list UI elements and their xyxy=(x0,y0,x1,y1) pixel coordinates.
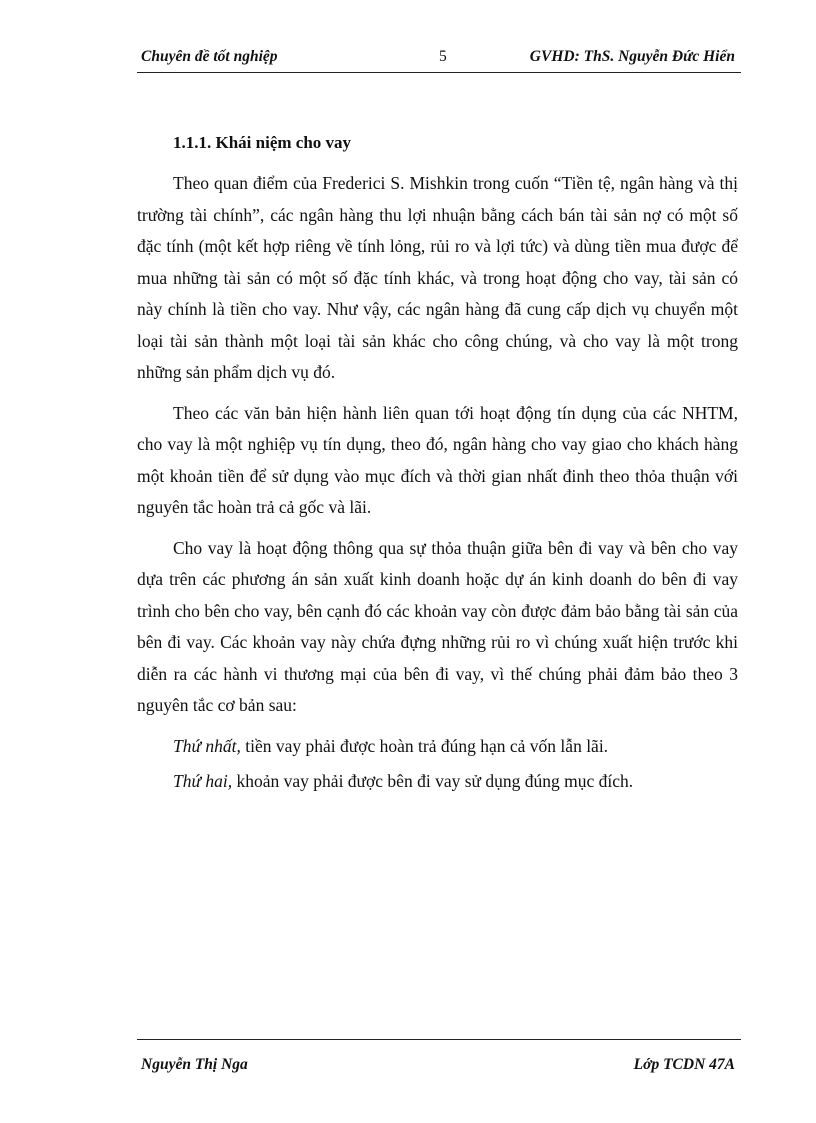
header-thesis-title: Chuyên đề tốt nghiệp xyxy=(141,48,278,65)
page-header xyxy=(137,46,741,73)
paragraph-5 xyxy=(137,766,738,798)
paragraph-1: Theo quan điểm của Frederici S. Mishkin trong cuốn “Tiền tệ, ngân hàng và thị trường tài chính”, các ngân hàng thu lợi nhuận bằng cách bán tài sản nợ có một số đặc tính (một kết hợp riêng về tính lỏng, rủi ro và lợi tức) và dùng tiền mua được để mua những tài sản có một số đặc tính khác, và trong hoạt động cho vay, tài sản có này chính là tiền cho vay. Như vậy, các ngân hàng đã cung cấp dịch vụ chuyển một loại tài sản thành một loại tài sản khác cho công chúng, và cho vay là một trong những sản phẩm dịch vụ đó. xyxy=(137,173,738,382)
footer-author: Nguyễn Thị Nga xyxy=(141,1056,248,1073)
paragraph-4 xyxy=(137,731,738,763)
section-heading: 1.1.1. Khái niệm cho vay xyxy=(173,133,352,152)
page-footer xyxy=(137,1039,741,1073)
body-text xyxy=(137,168,738,802)
paragraph-5-text: khoản vay phải được bên đi vay sử dụng đúng mục đích. xyxy=(232,771,634,791)
paragraph-5-lead: Thứ hai, xyxy=(173,771,233,791)
footer-class: Lớp TCDN 47A xyxy=(633,1056,735,1073)
paragraph-2: Theo các văn bản hiện hành liên quan tới hoạt động tín dụng của các NHTM, cho vay là một nghiệp vụ tín dụng, theo đó, ngân hàng cho vay giao cho khách hàng một khoản tiền để sử dụng vào mục đích và thời gian nhất đinh theo thỏa thuận với nguyên tắc hoàn trả cả gốc và lãi. xyxy=(137,402,738,517)
paragraph-3: Cho vay là hoạt động thông qua sự thỏa thuận giữa bên đi vay và bên cho vay dựa trên các phương án sản xuất kinh doanh hoặc dự án kinh doanh do bên đi vay trình cho bên cho vay, bên cạnh đó các khoản vay còn được đảm bảo bằng tài sản của bên đi vay. Các khoản vay này chứa đựng những rủi ro vì chúng xuất hiện trước khi diễn ra các hành vi thương mại của bên đi vay, vì thế chúng phải đảm bảo theo 3 nguyên tắc cơ bản sau: xyxy=(137,537,738,715)
header-page-number: 5 xyxy=(439,48,447,65)
header-advisor: GVHD: ThS. Nguyễn Đức Hiển xyxy=(529,48,735,65)
paragraph-4-text: tiền vay phải được hoàn trả đúng hạn cả vốn lẫn lãi. xyxy=(240,735,609,756)
paragraph-4-lead: Thứ nhất, xyxy=(173,735,241,756)
